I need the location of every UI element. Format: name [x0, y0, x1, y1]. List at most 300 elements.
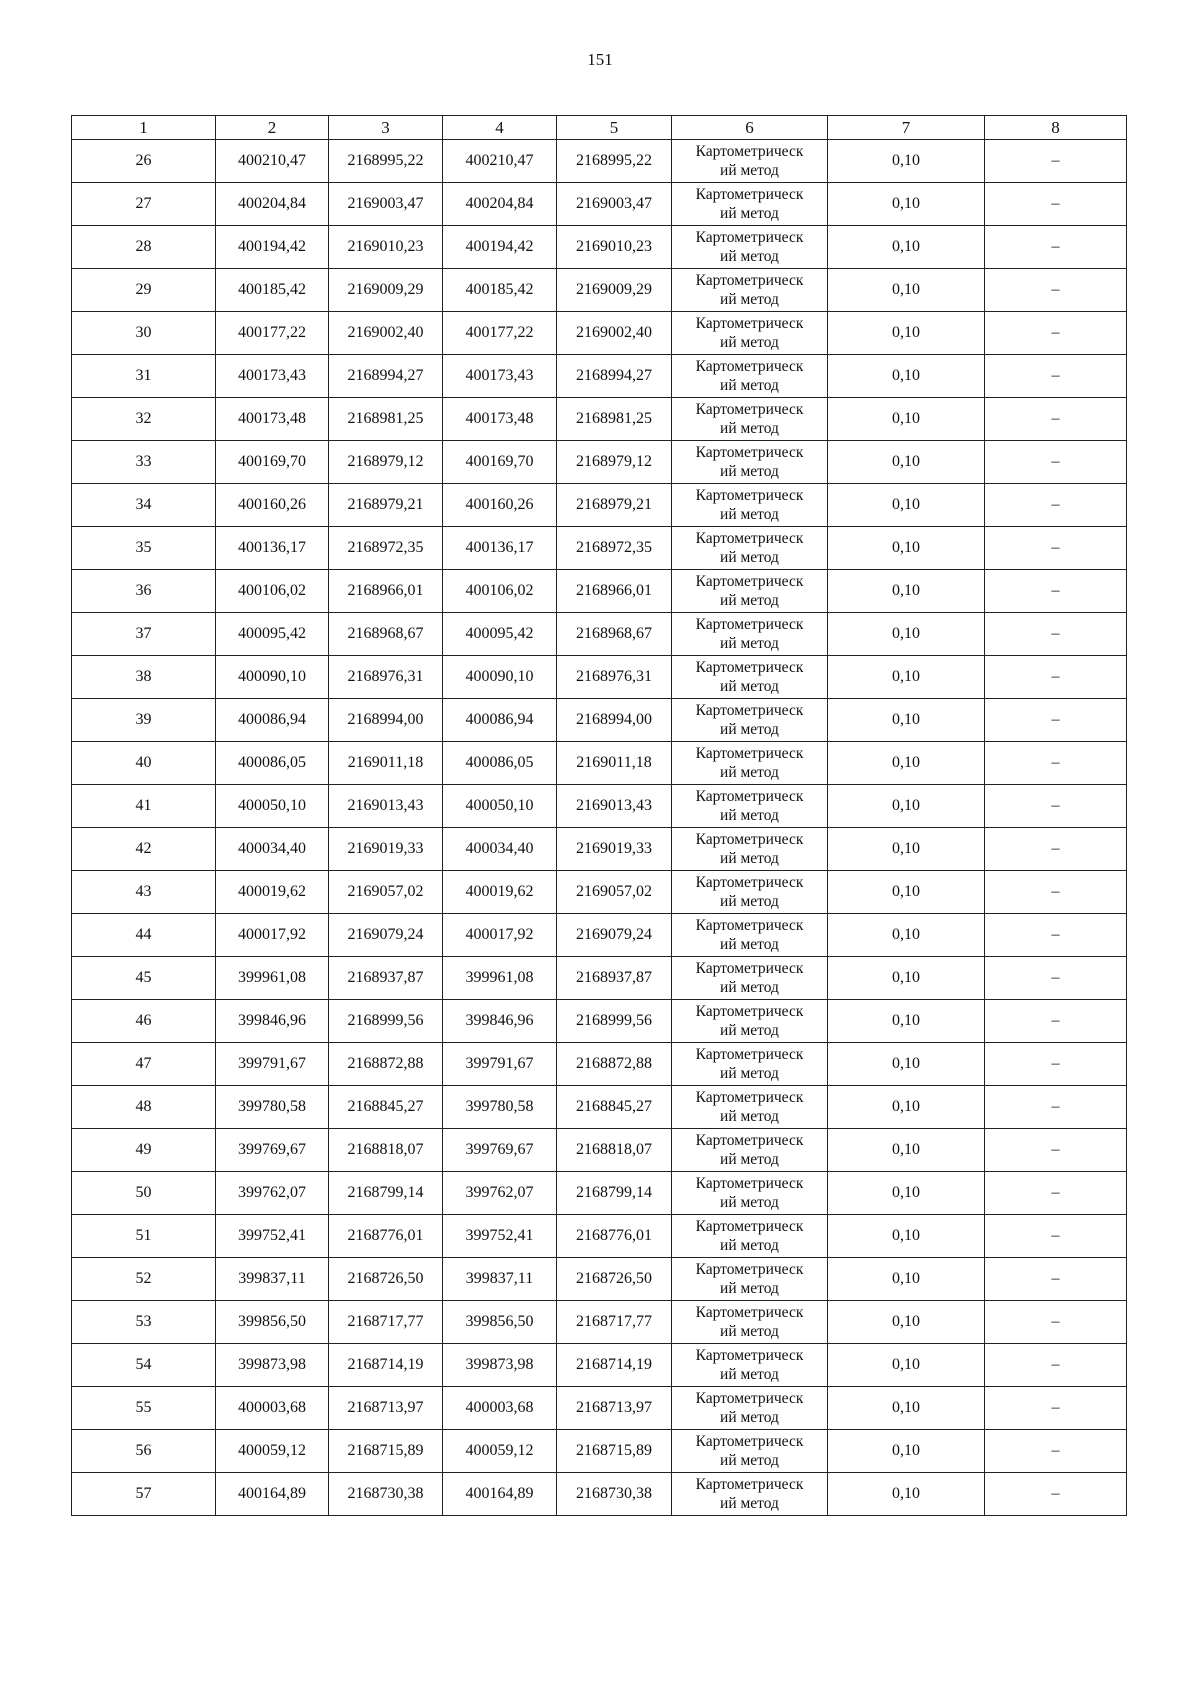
cell-x-coord-b: 400086,05 [443, 742, 557, 785]
cell-y-coord-a: 2169079,24 [329, 914, 443, 957]
table-row [72, 1301, 1127, 1344]
cell-x-coord-a: 399873,98 [216, 1344, 329, 1387]
cell-y-coord-a: 2169002,40 [329, 312, 443, 355]
cell-note: – [985, 1000, 1127, 1043]
cell-method [672, 871, 828, 914]
method-line: Картометрическ [695, 1347, 804, 1364]
method-line: ий метод [720, 248, 779, 265]
cell-y-coord-b: 2168979,21 [557, 484, 672, 527]
cell-x-coord-b: 400017,92 [443, 914, 557, 957]
cell-method [672, 914, 828, 957]
cell-y-coord-b: 2169019,33 [557, 828, 672, 871]
cell-point-number: 52 [72, 1258, 216, 1301]
cell-accuracy: 0,10 [828, 957, 985, 1000]
cell-x-coord-b: 400003,68 [443, 1387, 557, 1430]
cell-point-number: 40 [72, 742, 216, 785]
table-row [72, 1000, 1127, 1043]
cell-x-coord-a: 399752,41 [216, 1215, 329, 1258]
method-line: Картометрическ [695, 1476, 804, 1493]
cell-note: – [985, 785, 1127, 828]
cell-x-coord-a: 399769,67 [216, 1129, 329, 1172]
cell-point-number: 42 [72, 828, 216, 871]
cell-y-coord-b: 2169011,18 [557, 742, 672, 785]
column-header-7: 7 [828, 116, 985, 140]
cell-y-coord-a: 2168713,97 [329, 1387, 443, 1430]
table-row [72, 914, 1127, 957]
cell-point-number: 56 [72, 1430, 216, 1473]
cell-y-coord-b: 2168995,22 [557, 140, 672, 183]
cell-note: – [985, 957, 1127, 1000]
cell-note: – [985, 398, 1127, 441]
cell-x-coord-b: 400059,12 [443, 1430, 557, 1473]
cell-note: – [985, 1301, 1127, 1344]
method-line: ий метод [720, 162, 779, 179]
method-line: Картометрическ [695, 1390, 804, 1407]
cell-x-coord-b: 399769,67 [443, 1129, 557, 1172]
column-header-1: 1 [72, 116, 216, 140]
cell-point-number: 55 [72, 1387, 216, 1430]
cell-point-number: 41 [72, 785, 216, 828]
table-row [72, 1129, 1127, 1172]
column-header-6: 6 [672, 116, 828, 140]
cell-accuracy: 0,10 [828, 1172, 985, 1215]
method-line: Картометрическ [695, 1003, 804, 1020]
cell-note: – [985, 1043, 1127, 1086]
cell-y-coord-a: 2168730,38 [329, 1473, 443, 1516]
cell-accuracy: 0,10 [828, 312, 985, 355]
cell-y-coord-b: 2169009,29 [557, 269, 672, 312]
table-row [72, 183, 1127, 226]
cell-note: – [985, 742, 1127, 785]
cell-x-coord-a: 399780,58 [216, 1086, 329, 1129]
method-line: ий метод [720, 807, 779, 824]
header-row [72, 116, 1127, 140]
cell-note: – [985, 871, 1127, 914]
table-row [72, 785, 1127, 828]
cell-y-coord-a: 2169009,29 [329, 269, 443, 312]
cell-x-coord-b: 400204,84 [443, 183, 557, 226]
cell-y-coord-a: 2168981,25 [329, 398, 443, 441]
cell-note: – [985, 484, 1127, 527]
cell-x-coord-a: 399791,67 [216, 1043, 329, 1086]
table-row [72, 527, 1127, 570]
cell-accuracy: 0,10 [828, 914, 985, 957]
column-header-4: 4 [443, 116, 557, 140]
cell-method [672, 613, 828, 656]
cell-y-coord-a: 2168979,12 [329, 441, 443, 484]
method-line: ий метод [720, 1065, 779, 1082]
cell-accuracy: 0,10 [828, 570, 985, 613]
column-header-2: 2 [216, 116, 329, 140]
table-row [72, 1086, 1127, 1129]
table-row [72, 1215, 1127, 1258]
table-row [72, 570, 1127, 613]
cell-note: – [985, 226, 1127, 269]
cell-x-coord-b: 399762,07 [443, 1172, 557, 1215]
cell-y-coord-b: 2168976,31 [557, 656, 672, 699]
cell-x-coord-b: 400160,26 [443, 484, 557, 527]
cell-point-number: 39 [72, 699, 216, 742]
cell-accuracy: 0,10 [828, 484, 985, 527]
table-row [72, 742, 1127, 785]
method-line: ий метод [720, 764, 779, 781]
cell-method [672, 269, 828, 312]
cell-y-coord-a: 2169019,33 [329, 828, 443, 871]
cell-method [672, 1172, 828, 1215]
method-line: Картометрическ [695, 917, 804, 934]
cell-y-coord-b: 2169013,43 [557, 785, 672, 828]
method-line: ий метод [720, 1409, 779, 1426]
cell-note: – [985, 1129, 1127, 1172]
cell-method [672, 1129, 828, 1172]
cell-y-coord-b: 2168994,27 [557, 355, 672, 398]
cell-accuracy: 0,10 [828, 1430, 985, 1473]
method-line: Картометрическ [695, 1175, 804, 1192]
cell-x-coord-b: 400185,42 [443, 269, 557, 312]
cell-y-coord-a: 2168818,07 [329, 1129, 443, 1172]
cell-accuracy: 0,10 [828, 1000, 985, 1043]
cell-point-number: 28 [72, 226, 216, 269]
cell-method [672, 1258, 828, 1301]
method-line: ий метод [720, 205, 779, 222]
cell-method [672, 355, 828, 398]
method-line: Картометрическ [695, 1304, 804, 1321]
method-line: ий метод [720, 420, 779, 437]
method-line: Картометрическ [695, 229, 804, 246]
column-header-3: 3 [329, 116, 443, 140]
cell-x-coord-b: 400210,47 [443, 140, 557, 183]
cell-y-coord-a: 2168717,77 [329, 1301, 443, 1344]
cell-y-coord-a: 2168872,88 [329, 1043, 443, 1086]
cell-y-coord-b: 2168818,07 [557, 1129, 672, 1172]
method-line: Картометрическ [695, 702, 804, 719]
cell-x-coord-a: 400003,68 [216, 1387, 329, 1430]
cell-x-coord-a: 400185,42 [216, 269, 329, 312]
cell-accuracy: 0,10 [828, 1258, 985, 1301]
cell-y-coord-b: 2168994,00 [557, 699, 672, 742]
cell-point-number: 50 [72, 1172, 216, 1215]
table-header [72, 116, 1127, 140]
cell-y-coord-b: 2168972,35 [557, 527, 672, 570]
cell-y-coord-b: 2168981,25 [557, 398, 672, 441]
cell-y-coord-a: 2168994,27 [329, 355, 443, 398]
cell-note: – [985, 914, 1127, 957]
cell-accuracy: 0,10 [828, 742, 985, 785]
table-row [72, 226, 1127, 269]
cell-point-number: 37 [72, 613, 216, 656]
method-line: Картометрическ [695, 1089, 804, 1106]
cell-point-number: 36 [72, 570, 216, 613]
method-line: ий метод [720, 1022, 779, 1039]
table-row [72, 613, 1127, 656]
method-line: ий метод [720, 850, 779, 867]
cell-x-coord-b: 399837,11 [443, 1258, 557, 1301]
table-row [72, 699, 1127, 742]
table-row [72, 484, 1127, 527]
cell-x-coord-b: 400050,10 [443, 785, 557, 828]
cell-accuracy: 0,10 [828, 1215, 985, 1258]
cell-accuracy: 0,10 [828, 1086, 985, 1129]
cell-y-coord-a: 2169010,23 [329, 226, 443, 269]
page-number: 151 [587, 50, 613, 69]
cell-point-number: 38 [72, 656, 216, 699]
table-body [72, 140, 1127, 1516]
method-line: ий метод [720, 506, 779, 523]
cell-x-coord-a: 400050,10 [216, 785, 329, 828]
cell-point-number: 47 [72, 1043, 216, 1086]
cell-y-coord-b: 2168730,38 [557, 1473, 672, 1516]
cell-note: – [985, 355, 1127, 398]
cell-note: – [985, 570, 1127, 613]
cell-note: – [985, 1258, 1127, 1301]
cell-method [672, 312, 828, 355]
cell-accuracy: 0,10 [828, 1344, 985, 1387]
cell-y-coord-a: 2168776,01 [329, 1215, 443, 1258]
table-row [72, 355, 1127, 398]
cell-accuracy: 0,10 [828, 183, 985, 226]
cell-x-coord-a: 400095,42 [216, 613, 329, 656]
cell-y-coord-a: 2168976,31 [329, 656, 443, 699]
cell-x-coord-a: 400194,42 [216, 226, 329, 269]
method-line: Картометрическ [695, 315, 804, 332]
cell-method [672, 957, 828, 1000]
table-row [72, 269, 1127, 312]
table-row [72, 1344, 1127, 1387]
cell-point-number: 33 [72, 441, 216, 484]
cell-x-coord-a: 400019,62 [216, 871, 329, 914]
cell-note: – [985, 269, 1127, 312]
cell-x-coord-b: 400136,17 [443, 527, 557, 570]
cell-accuracy: 0,10 [828, 398, 985, 441]
cell-point-number: 48 [72, 1086, 216, 1129]
cell-note: – [985, 1215, 1127, 1258]
cell-x-coord-a: 400173,43 [216, 355, 329, 398]
cell-y-coord-b: 2168714,19 [557, 1344, 672, 1387]
cell-y-coord-a: 2168979,21 [329, 484, 443, 527]
table-row [72, 398, 1127, 441]
cell-note: – [985, 1387, 1127, 1430]
cell-note: – [985, 656, 1127, 699]
cell-y-coord-a: 2168972,35 [329, 527, 443, 570]
cell-note: – [985, 1344, 1127, 1387]
cell-point-number: 44 [72, 914, 216, 957]
table-row [72, 1473, 1127, 1516]
method-line: Картометрическ [695, 444, 804, 461]
cell-method [672, 183, 828, 226]
cell-x-coord-b: 400194,42 [443, 226, 557, 269]
cell-y-coord-b: 2168937,87 [557, 957, 672, 1000]
cell-y-coord-a: 2169057,02 [329, 871, 443, 914]
method-line: ий метод [720, 678, 779, 695]
cell-y-coord-b: 2169079,24 [557, 914, 672, 957]
method-line: Картометрическ [695, 745, 804, 762]
cell-accuracy: 0,10 [828, 828, 985, 871]
cell-y-coord-b: 2169010,23 [557, 226, 672, 269]
cell-y-coord-a: 2169003,47 [329, 183, 443, 226]
table-row [72, 1172, 1127, 1215]
cell-x-coord-a: 400173,48 [216, 398, 329, 441]
cell-accuracy: 0,10 [828, 1387, 985, 1430]
method-line: Картометрическ [695, 659, 804, 676]
cell-y-coord-a: 2168999,56 [329, 1000, 443, 1043]
table-row [72, 140, 1127, 183]
cell-accuracy: 0,10 [828, 441, 985, 484]
method-line: ий метод [720, 979, 779, 996]
cell-x-coord-a: 400034,40 [216, 828, 329, 871]
method-line: Картометрическ [695, 1132, 804, 1149]
method-line: Картометрическ [695, 874, 804, 891]
cell-x-coord-a: 400017,92 [216, 914, 329, 957]
cell-method [672, 1344, 828, 1387]
cell-note: – [985, 441, 1127, 484]
cell-note: – [985, 527, 1127, 570]
cell-note: – [985, 1473, 1127, 1516]
method-line: ий метод [720, 1151, 779, 1168]
method-line: Картометрическ [695, 616, 804, 633]
table-row [72, 1430, 1127, 1473]
cell-x-coord-b: 399961,08 [443, 957, 557, 1000]
cell-y-coord-b: 2168799,14 [557, 1172, 672, 1215]
cell-note: – [985, 1430, 1127, 1473]
table-row [72, 871, 1127, 914]
cell-x-coord-b: 400173,48 [443, 398, 557, 441]
method-line: Картометрическ [695, 401, 804, 418]
cell-method [672, 527, 828, 570]
cell-accuracy: 0,10 [828, 656, 985, 699]
cell-point-number: 46 [72, 1000, 216, 1043]
table-row [72, 828, 1127, 871]
method-line: ий метод [720, 893, 779, 910]
cell-y-coord-b: 2168776,01 [557, 1215, 672, 1258]
cell-x-coord-a: 399856,50 [216, 1301, 329, 1344]
cell-point-number: 27 [72, 183, 216, 226]
cell-y-coord-a: 2168968,67 [329, 613, 443, 656]
cell-accuracy: 0,10 [828, 226, 985, 269]
cell-x-coord-a: 400106,02 [216, 570, 329, 613]
cell-x-coord-b: 399791,67 [443, 1043, 557, 1086]
cell-x-coord-b: 399846,96 [443, 1000, 557, 1043]
method-line: Картометрическ [695, 1261, 804, 1278]
cell-y-coord-b: 2168966,01 [557, 570, 672, 613]
cell-x-coord-a: 400177,22 [216, 312, 329, 355]
cell-y-coord-b: 2169003,47 [557, 183, 672, 226]
method-line: ий метод [720, 291, 779, 308]
cell-method [672, 484, 828, 527]
cell-x-coord-b: 400034,40 [443, 828, 557, 871]
cell-accuracy: 0,10 [828, 871, 985, 914]
cell-method [672, 1301, 828, 1344]
method-line: Картометрическ [695, 960, 804, 977]
method-line: ий метод [720, 549, 779, 566]
method-line: ий метод [720, 721, 779, 738]
cell-y-coord-b: 2168999,56 [557, 1000, 672, 1043]
cell-method [672, 1430, 828, 1473]
method-line: ий метод [720, 1108, 779, 1125]
cell-y-coord-a: 2168799,14 [329, 1172, 443, 1215]
cell-method [672, 1086, 828, 1129]
method-line: Картометрическ [695, 573, 804, 590]
cell-y-coord-b: 2168717,77 [557, 1301, 672, 1344]
cell-accuracy: 0,10 [828, 1129, 985, 1172]
method-line: ий метод [720, 334, 779, 351]
cell-method [672, 742, 828, 785]
cell-method [672, 1000, 828, 1043]
method-line: ий метод [720, 463, 779, 480]
cell-accuracy: 0,10 [828, 269, 985, 312]
cell-accuracy: 0,10 [828, 785, 985, 828]
method-line: ий метод [720, 1323, 779, 1340]
cell-method [672, 656, 828, 699]
method-line: ий метод [720, 936, 779, 953]
cell-point-number: 34 [72, 484, 216, 527]
cell-point-number: 30 [72, 312, 216, 355]
cell-point-number: 43 [72, 871, 216, 914]
method-line: ий метод [720, 1237, 779, 1254]
method-line: ий метод [720, 1280, 779, 1297]
method-line: Картометрическ [695, 1046, 804, 1063]
method-line: ий метод [720, 1194, 779, 1211]
cell-x-coord-b: 400164,89 [443, 1473, 557, 1516]
cell-x-coord-b: 400019,62 [443, 871, 557, 914]
cell-x-coord-a: 399762,07 [216, 1172, 329, 1215]
method-line: Картометрическ [695, 831, 804, 848]
cell-x-coord-a: 400059,12 [216, 1430, 329, 1473]
cell-point-number: 54 [72, 1344, 216, 1387]
cell-note: – [985, 699, 1127, 742]
cell-y-coord-b: 2168726,50 [557, 1258, 672, 1301]
column-header-8: 8 [985, 116, 1127, 140]
cell-accuracy: 0,10 [828, 699, 985, 742]
cell-y-coord-a: 2168937,87 [329, 957, 443, 1000]
cell-method [672, 1215, 828, 1258]
method-line: ий метод [720, 377, 779, 394]
cell-method [672, 1473, 828, 1516]
cell-y-coord-a: 2169013,43 [329, 785, 443, 828]
cell-note: – [985, 312, 1127, 355]
cell-x-coord-a: 400136,17 [216, 527, 329, 570]
method-line: Картометрическ [695, 788, 804, 805]
cell-method [672, 398, 828, 441]
cell-method [672, 1043, 828, 1086]
cell-note: – [985, 1086, 1127, 1129]
cell-point-number: 49 [72, 1129, 216, 1172]
cell-note: – [985, 183, 1127, 226]
cell-method [672, 1387, 828, 1430]
cell-point-number: 29 [72, 269, 216, 312]
cell-x-coord-b: 400095,42 [443, 613, 557, 656]
cell-y-coord-b: 2168979,12 [557, 441, 672, 484]
cell-y-coord-b: 2168845,27 [557, 1086, 672, 1129]
method-line: Картометрическ [695, 272, 804, 289]
table-row [72, 1043, 1127, 1086]
cell-y-coord-a: 2168995,22 [329, 140, 443, 183]
method-line: Картометрическ [695, 530, 804, 547]
method-line: ий метод [720, 635, 779, 652]
cell-x-coord-a: 400086,05 [216, 742, 329, 785]
cell-note: – [985, 613, 1127, 656]
cell-x-coord-a: 400210,47 [216, 140, 329, 183]
method-line: ий метод [720, 592, 779, 609]
cell-x-coord-a: 399961,08 [216, 957, 329, 1000]
cell-method [672, 699, 828, 742]
method-line: ий метод [720, 1452, 779, 1469]
table-row [72, 1387, 1127, 1430]
cell-accuracy: 0,10 [828, 527, 985, 570]
cell-x-coord-a: 400090,10 [216, 656, 329, 699]
column-header-5: 5 [557, 116, 672, 140]
cell-x-coord-b: 399780,58 [443, 1086, 557, 1129]
method-line: Картометрическ [695, 143, 804, 160]
